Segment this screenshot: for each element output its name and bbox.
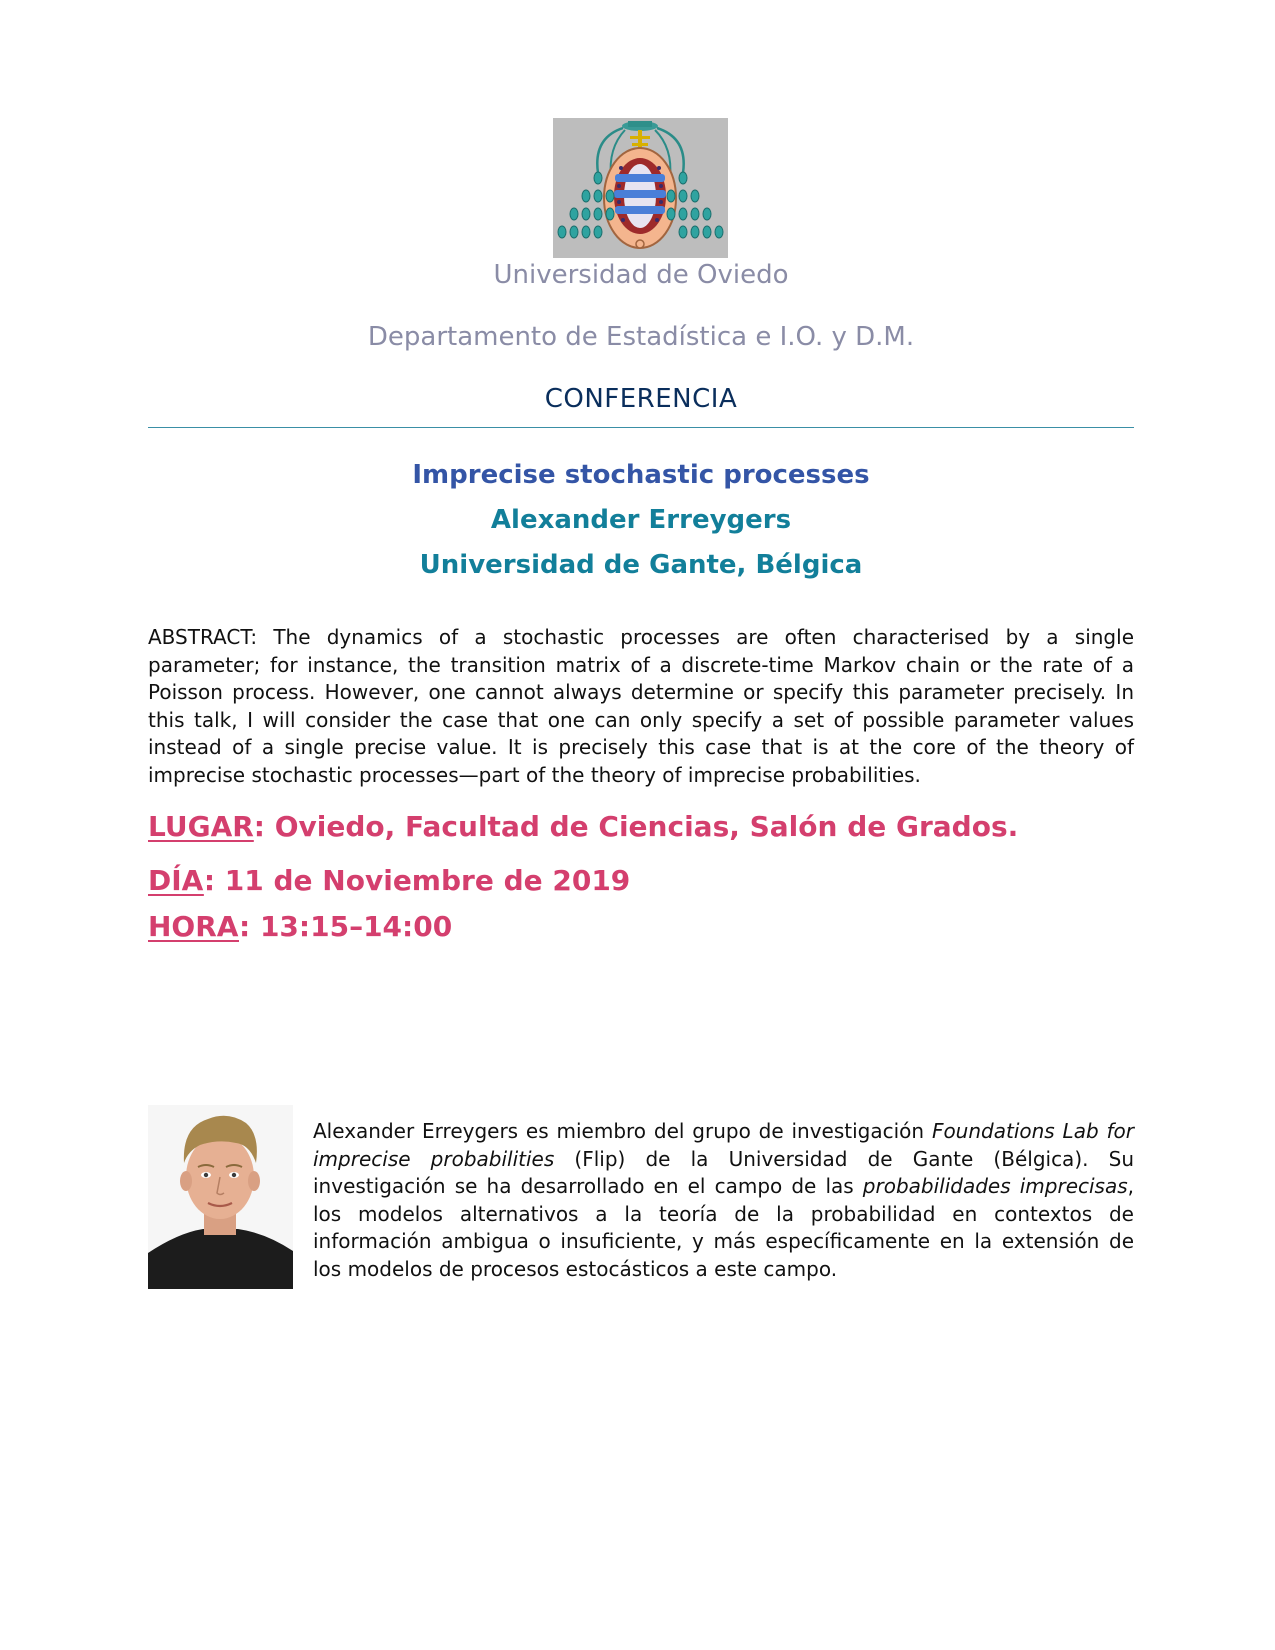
bio-italic-field: probabilidades imprecisas: [862, 1174, 1128, 1198]
speaker-photo: [148, 1105, 293, 1289]
time-label: HORA: [148, 910, 239, 943]
venue-value: : Oviedo, Facultad de Ciencias, Salón de Grados.: [253, 810, 1019, 843]
venue-label: LUGAR: [148, 810, 254, 843]
date-value: : 11 de Noviembre de 2019: [203, 864, 631, 897]
venue-line: [148, 810, 1018, 843]
bio-text-2: (Flip) de la Universidad de Gante (Bélgica). Su investigación se ha desarrollado en el campo de las: [313, 1146, 1134, 1198]
header-divider: [148, 427, 1134, 428]
bio-text-1: Alexander Erreygers es miembro del grupo de investigación: [313, 1119, 932, 1143]
university-name: Universidad de Oviedo: [493, 260, 789, 290]
speaker-bio: [313, 1118, 1134, 1283]
time-line: [148, 910, 452, 943]
university-crest-icon: [553, 118, 728, 258]
talk-title: Imprecise stochastic processes: [412, 460, 870, 490]
date-line: [148, 864, 630, 897]
speaker-affiliation: Universidad de Gante, Bélgica: [419, 550, 863, 580]
event-type-heading: CONFERENCIA: [544, 384, 738, 414]
speaker-name: Alexander Erreygers: [490, 505, 792, 535]
department-name: Departamento de Estadística e I.O. y D.M.: [367, 322, 915, 352]
time-value: : 13:15–14:00: [239, 910, 453, 943]
date-label: DÍA: [148, 864, 204, 897]
bio-italic-group-name: Foundations Lab for imprecise probabilities: [313, 1119, 1134, 1171]
abstract-text: ABSTRACT: The dynamics of a stochastic processes are often characterised by a single parameter; for instance, the transition matrix of a discrete-time Markov chain or the rate of a Poisson process. However, one cannot always determine or specify this parameter precisely. In this talk, I will consider the case that one can only specify a set of possible parameter values instead of a single precise value. It is precisely this case that is at the core of the theory of imprecise stochastic processes—part of the theory of imprecise probabilities.: [148, 625, 1134, 787]
bio-text-3: , los modelos alternativos a la teoría de la probabilidad en contextos de información ambigua o insuficiente, y más específicamente en la extensión de los modelos de procesos estocásticos a este campo.: [313, 1174, 1135, 1281]
